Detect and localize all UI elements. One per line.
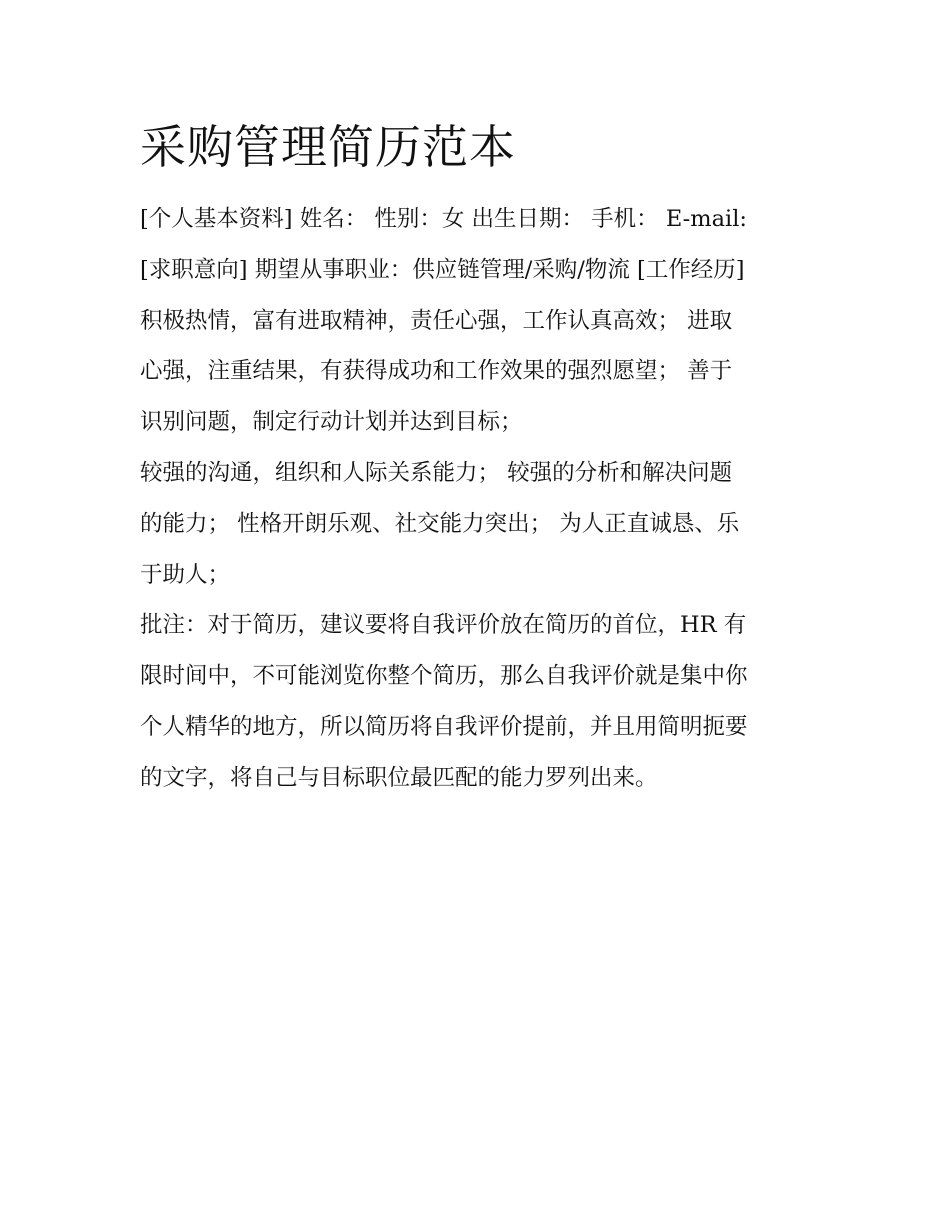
body-line-experience-2: 心强，注重结果，有获得成功和工作效果的强烈愿望； 善于 [140,358,733,385]
document-body [140,194,820,804]
body-line-job-intention: [求职意向] 期望从事职业：供应链管理/采购/物流 [工作经历] [140,256,745,283]
body-line-experience-1: 积极热情，富有进取精神，责任心强，工作认真高效； 进取 [140,307,733,334]
document-title: 采购管理简历范本 [140,120,516,174]
document-page [140,112,820,804]
body-line-experience-3: 识别问题，制定行动计划并达到目标； [140,409,523,436]
body-line-skills-1: 较强的沟通，组织和人际关系能力； 较强的分析和解决问题 [140,459,733,486]
body-line-note-4: 的文字，将自己与目标职位最匹配的能力罗列出来。 [140,764,658,791]
body-line-note-1: 批注：对于简历，建议要将自我评价放在简历的首位，HR 有 [140,612,747,639]
body-line-skills-2: 的能力； 性格开朗乐观、社交能力突出； 为人正直诚恳、乐 [140,510,740,537]
body-line-skills-3: 于助人； [140,561,231,588]
body-line-note-2: 限时间中，不可能浏览你整个简历，那么自我评价就是集中你 [140,663,748,690]
body-line-note-3: 个人精华的地方，所以简历将自我评价提前，并且用简明扼要 [140,713,748,740]
body-line-personal-info: [个人基本资料] 姓名： 性别：女 出生日期： 手机： E-mail: [140,206,747,232]
